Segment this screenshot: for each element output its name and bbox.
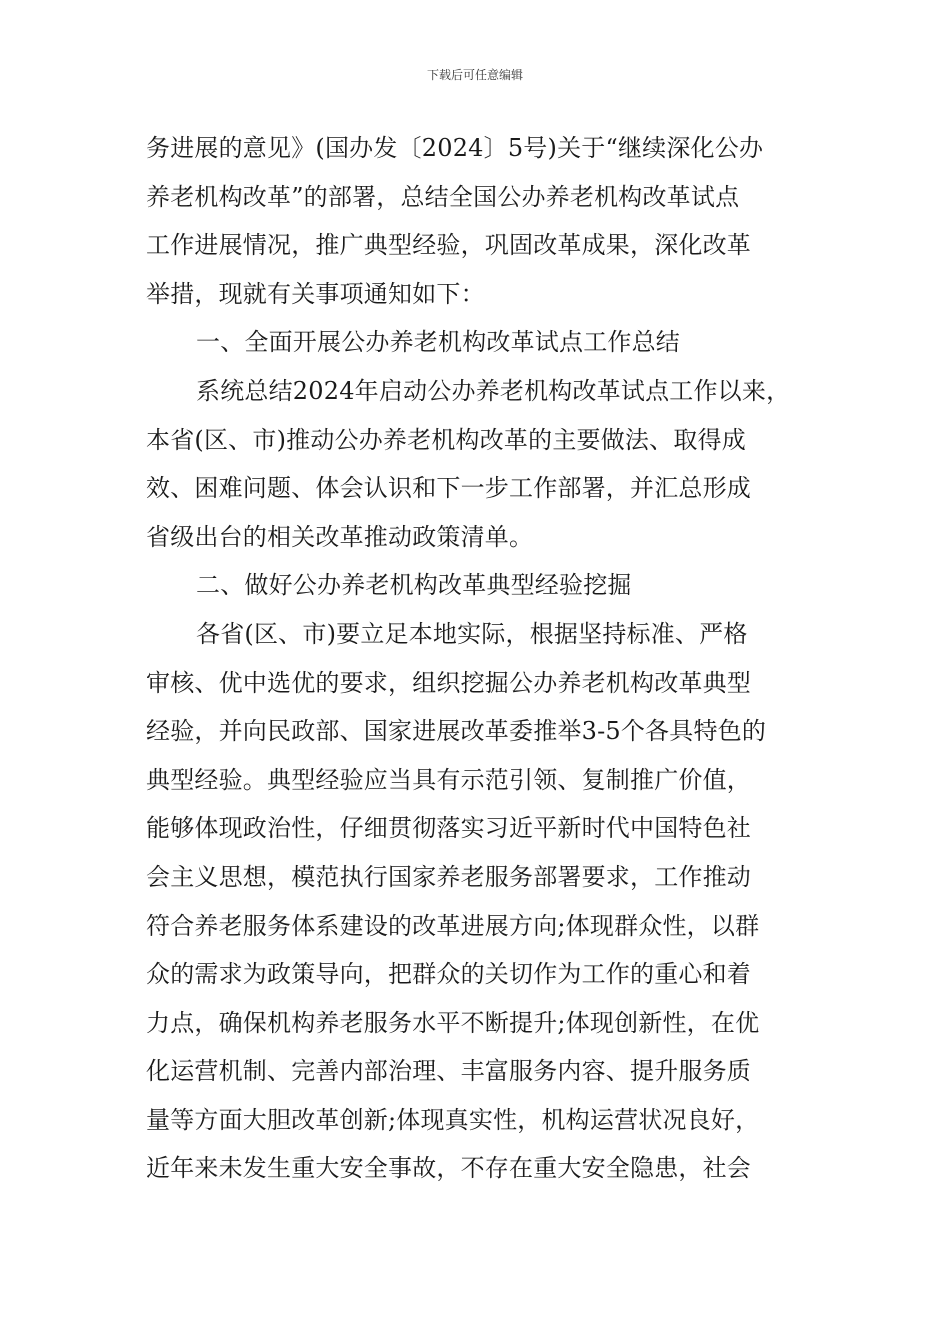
text-line: 经验，并向民政部、国家进展改革委推举3-5个各具特色的 bbox=[146, 717, 767, 746]
text-line: 众的需求为政策导向，把群众的关切作为工作的重心和着 bbox=[146, 960, 751, 989]
document-body bbox=[146, 124, 826, 1193]
header-note: 下载后可任意编辑 bbox=[426, 68, 523, 82]
text-line: 能够体现政治性，仔细贯彻落实习近平新时代中国特色社 bbox=[146, 814, 751, 843]
text-line: 典型经验。典型经验应当具有示范引领、复制推广价值， bbox=[146, 765, 751, 794]
text-line: 各省(区、市)要立足本地实际，根据坚持标准、严格 bbox=[196, 619, 748, 648]
text-line: 审核、优中选优的要求，组织挖掘公办养老机构改革典型 bbox=[146, 668, 751, 697]
text-line: 近年来未发生重大安全事故，不存在重大安全隐患，社会 bbox=[146, 1154, 751, 1183]
text-line: 力点，确保机构养老服务水平不断提升;体现创新性，在优 bbox=[146, 1008, 760, 1037]
text-line: 举措，现就有关事项通知如下： bbox=[146, 279, 485, 308]
text-line: 符合养老服务体系建设的改革进展方向;体现群众性，以群 bbox=[146, 911, 760, 940]
text-line: 效、困难问题、体会认识和下一步工作部署，并汇总形成 bbox=[146, 474, 751, 503]
text-line: 务进展的意见》(国办发〔2024〕5号)关于“继续深化公办 bbox=[146, 134, 764, 162]
section-heading: 二、做好公办养老机构改革典型经验挖掘 bbox=[196, 571, 632, 600]
text-line: 本省(区、市)推动公办养老机构改革的主要做法、取得成 bbox=[146, 425, 746, 454]
text-line: 会主义思想，模范执行国家养老服务部署要求，工作推动 bbox=[146, 862, 751, 891]
text-line: 工作进展情况，推广典型经验，巩固改革成果，深化改革 bbox=[146, 231, 751, 260]
text-line: 化运营机制、完善内部治理、丰富服务内容、提升服务质 bbox=[146, 1057, 751, 1086]
text-line: 系统总结2024年启动公办养老机构改革试点工作以来， bbox=[196, 376, 791, 405]
section-heading: 一、全面开展公办养老机构改革试点工作总结 bbox=[196, 328, 680, 357]
text-line: 省级出台的相关改革推动政策清单。 bbox=[146, 522, 534, 551]
text-line: 养老机构改革”的部署，总结全国公办养老机构改革试点 bbox=[146, 182, 740, 211]
text-line: 量等方面大胆改革创新;体现真实性，机构运营状况良好， bbox=[146, 1105, 760, 1134]
